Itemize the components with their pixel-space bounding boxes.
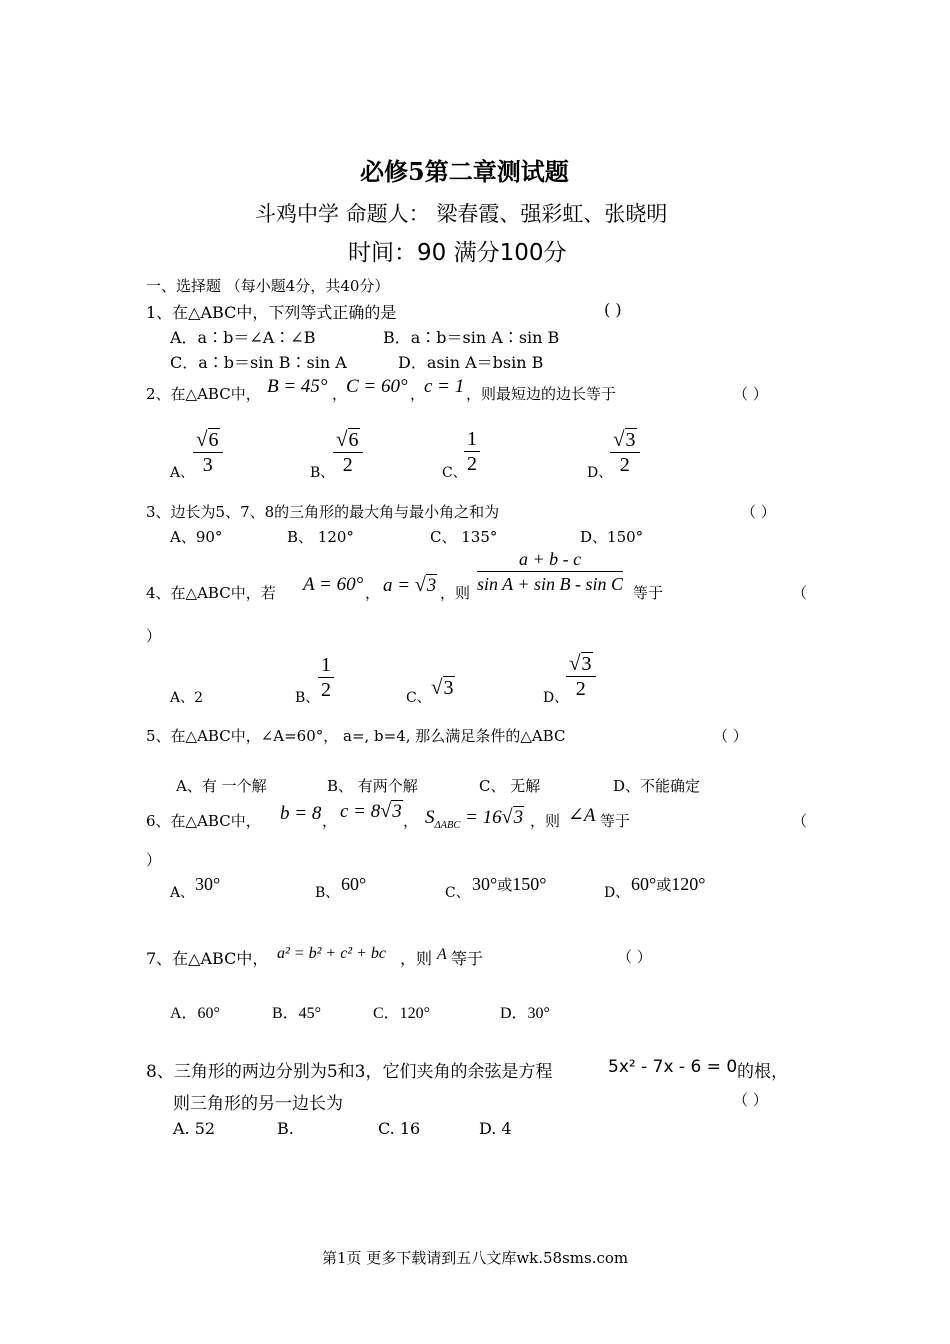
q7-option-b[interactable]: B．45°	[272, 1005, 322, 1022]
q4-mid: ，则	[440, 584, 471, 602]
q4-cond-a-side: a = √3	[383, 574, 437, 596]
q2-cond-b: B = 45°	[267, 376, 328, 397]
q6-c-or: 或	[497, 878, 513, 894]
q4-option-c-value: √3	[431, 675, 454, 699]
q6-post: 等于	[600, 812, 631, 830]
q8-option-d[interactable]: D. 4	[479, 1119, 512, 1138]
q2-option-c-fraction	[464, 427, 480, 476]
q4-option-b-fraction	[318, 653, 334, 702]
q6-option-a-label[interactable]: A、	[170, 885, 195, 901]
q8-stem-post: 的根，	[737, 1062, 788, 1082]
q5-option-a[interactable]: A、有 一个解	[176, 777, 267, 795]
q2-a-num: 6	[208, 429, 219, 451]
q4-c-rad: 3	[443, 677, 454, 699]
q6-area-mid: = 16	[460, 807, 502, 828]
q3-option-c[interactable]: C、 135°	[430, 528, 498, 546]
q6-option-d-value	[631, 874, 705, 895]
q6-post-pre: ，则	[530, 812, 561, 830]
q6-option-c-label[interactable]: C、	[445, 885, 470, 901]
q8-option-b[interactable]: B.	[277, 1119, 294, 1138]
q4-bracket-open: （	[792, 584, 808, 602]
q3-option-d[interactable]: D、150°	[580, 528, 644, 546]
q2-stem-pre: 2、在△ABC中，	[146, 385, 261, 403]
q6-angle: ∠A	[568, 805, 596, 826]
q4-post: 等于	[633, 584, 664, 602]
q3-bracket: （ ）	[741, 503, 776, 521]
q2-a-den: 3	[202, 454, 213, 476]
q7-post-pre: ，则	[400, 949, 433, 968]
q4-option-d-fraction: $\frac{√3}{2}$	[566, 651, 596, 701]
q3-stem: 3、边长为5、7、8的三角形的最大角与最小角之和为	[146, 503, 500, 521]
q2-option-d-label[interactable]: D、	[587, 465, 613, 481]
q6-option-b-label[interactable]: B、	[315, 885, 340, 901]
q7-equation: a² = b² + c² + bc	[277, 945, 386, 962]
q5-stem: 5、在△ABC中，∠A=60°， a=, b=4, 那么满足条件的△ABC	[146, 727, 566, 745]
q4-cond-a-angle: A = 60°	[303, 574, 364, 595]
q3-option-b[interactable]: B、 120°	[287, 528, 354, 546]
q1-option-b[interactable]: B．a∶b＝sin A∶sin B	[383, 328, 560, 347]
q5-option-d[interactable]: D、不能确定	[613, 777, 701, 795]
q2-d-num: 3	[625, 429, 636, 451]
q1-option-a[interactable]: A．a∶b＝∠A∶∠B	[170, 328, 316, 347]
q4-bracket-close: ）	[146, 627, 162, 645]
q8-stem-pre: 8、三角形的两边分别为5和3，它们夹角的余弦是方程	[146, 1062, 553, 1082]
q2-comma-2: ，	[410, 385, 426, 403]
q6-cond-area: $S_{\Delta ABC} = 16√3$	[425, 806, 524, 831]
q2-option-a-fraction: $\frac{√6}{3}$	[193, 427, 223, 477]
q6-bracket-open: （	[792, 812, 808, 830]
q6-cond-b: b = 8	[280, 803, 322, 824]
q8-bracket: （ ）	[733, 1091, 768, 1109]
q2-cond-side-c: c = 1	[424, 376, 465, 397]
page-title: 必修5第二章测试题	[360, 157, 569, 186]
q8-line2: 则三角形的另一边长为	[173, 1094, 343, 1114]
q7-option-d[interactable]: D．30°	[500, 1005, 550, 1022]
q2-stem-post: ，则最短边的边长等于	[466, 385, 617, 403]
q4-option-b-label[interactable]: B、	[295, 690, 320, 706]
q6-c-val1: 30°	[472, 874, 498, 894]
q6-d-val2: 120°	[671, 874, 706, 894]
q2-comma-1: ，	[332, 385, 348, 403]
q4-frac-num: a + b - c	[477, 547, 623, 572]
q4-stem-pre: 4、在△ABC中，若	[146, 584, 276, 602]
q2-option-d-fraction: $\frac{√3}{2}$	[610, 427, 640, 477]
q2-cond-c: C = 60°	[346, 376, 408, 397]
q8-option-a[interactable]: A. 52	[173, 1119, 216, 1138]
q6-option-c-value	[472, 874, 546, 895]
q1-stem: 1、在△ABC中，下列等式正确的是	[146, 303, 397, 322]
q8-option-c[interactable]: C. 16	[378, 1119, 421, 1138]
q2-c-num: 1	[464, 427, 480, 452]
q5-bracket: （ ）	[713, 727, 748, 745]
q2-option-c-label[interactable]: C、	[442, 465, 467, 481]
q1-bracket: ( )	[604, 300, 622, 319]
q4-option-a[interactable]: A、2	[170, 690, 204, 706]
q7-post: 等于	[451, 949, 484, 968]
q6-cond-c: c = 8√3	[340, 800, 402, 822]
q4-cond-a-side-pre: a =	[383, 575, 415, 596]
q2-option-a-label[interactable]: A、	[170, 465, 195, 481]
q6-option-d-label[interactable]: D、	[604, 885, 630, 901]
q6-bracket-close: ）	[146, 851, 162, 869]
q7-option-a[interactable]: A．60°	[170, 1005, 220, 1022]
q8-equation: 5x² - 7x - 6 = 0	[608, 1057, 738, 1077]
q6-area-s: S	[425, 807, 435, 828]
q4-b-den: 2	[321, 679, 331, 701]
q7-option-c[interactable]: C．120°	[373, 1005, 431, 1022]
q2-b-den: 2	[342, 454, 353, 476]
q6-stem-pre: 6、在△ABC中，	[146, 812, 261, 830]
q5-option-c[interactable]: C、 无解	[479, 777, 541, 795]
q6-c-val2: 150°	[512, 874, 547, 894]
q4-comma-1: ，	[365, 584, 381, 602]
q3-option-a[interactable]: A、90°	[170, 528, 223, 546]
q4-expression-fraction	[477, 547, 623, 596]
q7-bracket: （ ）	[617, 948, 652, 966]
q6-cond-c-rad: 3	[392, 801, 402, 822]
q6-area-rad: 3	[513, 807, 524, 828]
q4-d-den: 2	[575, 678, 586, 700]
q7-stem-pre: 7、在△ABC中，	[146, 949, 269, 968]
q5-option-b[interactable]: B、 有两个解	[327, 777, 418, 795]
q4-frac-den: sin A + sin B - sin C	[477, 574, 624, 594]
authors-line: 斗鸡中学 命题人： 梁春霞、强彩虹、张晓明	[255, 202, 668, 226]
q6-cond-c-pre: c = 8	[340, 801, 381, 822]
q6-d-val1: 60°	[631, 874, 657, 894]
q6-option-b-value: 60°	[341, 874, 367, 894]
q2-d-den: 2	[619, 454, 630, 476]
q2-b-num: 6	[348, 429, 359, 451]
q4-option-d-label[interactable]: D、	[543, 690, 569, 706]
q4-d-num: 3	[581, 653, 592, 675]
q4-option-c-label[interactable]: C、	[406, 690, 431, 706]
q6-area-sub: ΔABC	[434, 819, 461, 831]
q1-option-c[interactable]: C．a∶b＝sin B∶sin A	[170, 353, 347, 372]
q2-bracket: （ ）	[733, 385, 768, 403]
time-score-line: 时间：90 满分100分	[348, 240, 567, 266]
q6-d-or: 或	[656, 878, 672, 894]
section-heading: 一、选择题 （每小题4分，共40分）	[146, 277, 390, 295]
q2-option-b-fraction: $\frac{√6}{2}$	[333, 427, 363, 477]
q2-c-den: 2	[467, 453, 477, 475]
q2-option-b-label[interactable]: B、	[310, 465, 335, 481]
q4-cond-a-side-rad: 3	[426, 575, 437, 596]
q6-option-a-value: 30°	[195, 874, 221, 894]
q4-b-num: 1	[318, 653, 334, 678]
q7-var: A	[437, 946, 447, 963]
page-footer: 第1页 更多下载请到五八文库wk.58sms.com	[322, 1249, 629, 1267]
q6-comma-2: ，	[403, 812, 419, 830]
q6-comma-1: ，	[322, 812, 338, 830]
q1-option-d[interactable]: D．asin A＝bsin B	[398, 353, 544, 372]
